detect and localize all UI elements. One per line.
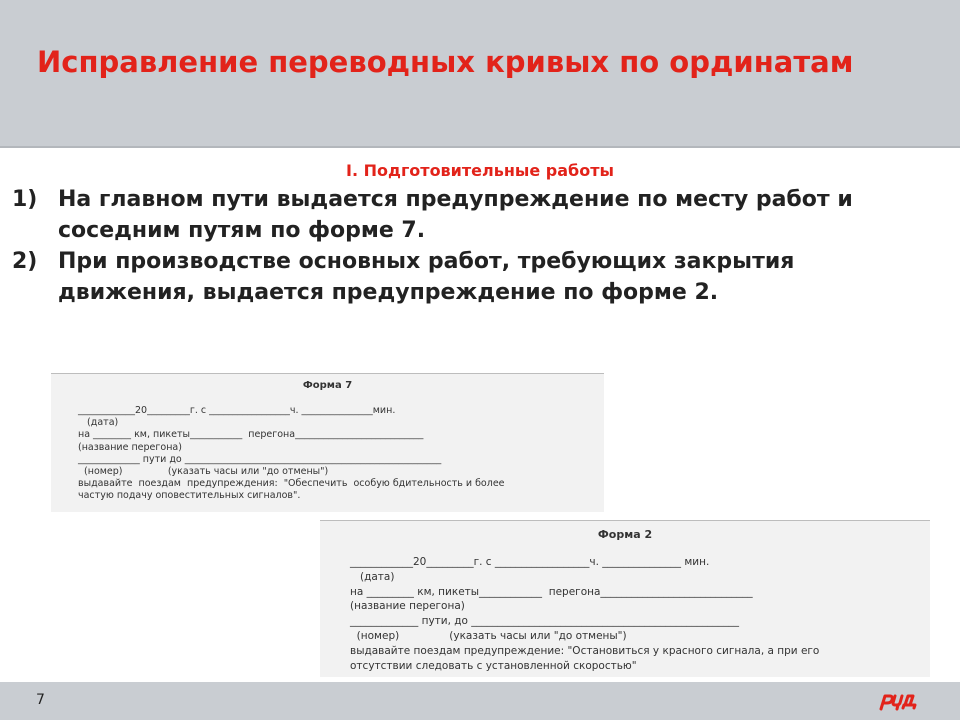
form-body — [78, 405, 505, 503]
list-item — [12, 246, 912, 308]
form-line: ____________20_________г. с _________________ч. _______________мин. — [78, 405, 396, 416]
form-line: выдавайте поездам предупреждение: "Остановиться у красного сигнала, а при его — [350, 644, 820, 657]
form-7-image — [51, 373, 604, 512]
list-item-number: 1) — [12, 187, 38, 212]
form-line: (название перегона) — [78, 441, 182, 453]
form-line: частую подачу оповестительных сигналов". — [78, 490, 301, 502]
form-body — [350, 555, 819, 673]
section-heading: I. Подготовительные работы — [346, 161, 614, 180]
form-line: выдавайте поездам предупреждения: "Обеспечить особую бдительность и более — [78, 478, 505, 490]
form-2-image — [320, 520, 930, 677]
page-number: 7 — [36, 692, 45, 708]
form-title: Форма 2 — [597, 528, 653, 541]
slide-title: Исправление переводных кривых по ординатам — [37, 45, 854, 79]
header-band — [0, 0, 960, 148]
form-line: (номер) (указать часы или "до отмены") — [350, 629, 627, 642]
instruction-list — [12, 184, 912, 308]
form-line: (название перегона) — [350, 600, 465, 613]
list-item-text: При производстве основных работ, требующих закрытия движения, выдается предупреждение по форме 2. — [58, 249, 795, 305]
form-title: Форма 7 — [302, 380, 353, 391]
footer-band — [0, 682, 960, 720]
form-line: (дата) — [350, 570, 395, 583]
form-line: ____________20_________г. с __________________ч. _______________ мин. — [350, 556, 710, 568]
form-line: отсутствии следовать с установленной скоростью" — [350, 659, 637, 672]
list-item-number: 2) — [12, 249, 38, 274]
form-line: _____________ пути, до ___________________________________________________ — [350, 615, 740, 628]
rzd-logo-icon — [876, 689, 922, 713]
list-item — [12, 184, 912, 246]
form-line: на _________ км, пикеты____________ перегона_____________________________ — [350, 585, 753, 598]
form-line: на ________ км, пикеты___________ перегона___________________________ — [78, 429, 424, 441]
form-line: _____________ пути до ______________________________________________________ — [78, 453, 442, 465]
list-item-text: На главном пути выдается предупреждение по месту работ и соседним путям по форме 7. — [58, 187, 853, 243]
form-line: (дата) — [78, 417, 119, 429]
form-line: (номер) (указать часы или "до отмены") — [78, 466, 329, 478]
